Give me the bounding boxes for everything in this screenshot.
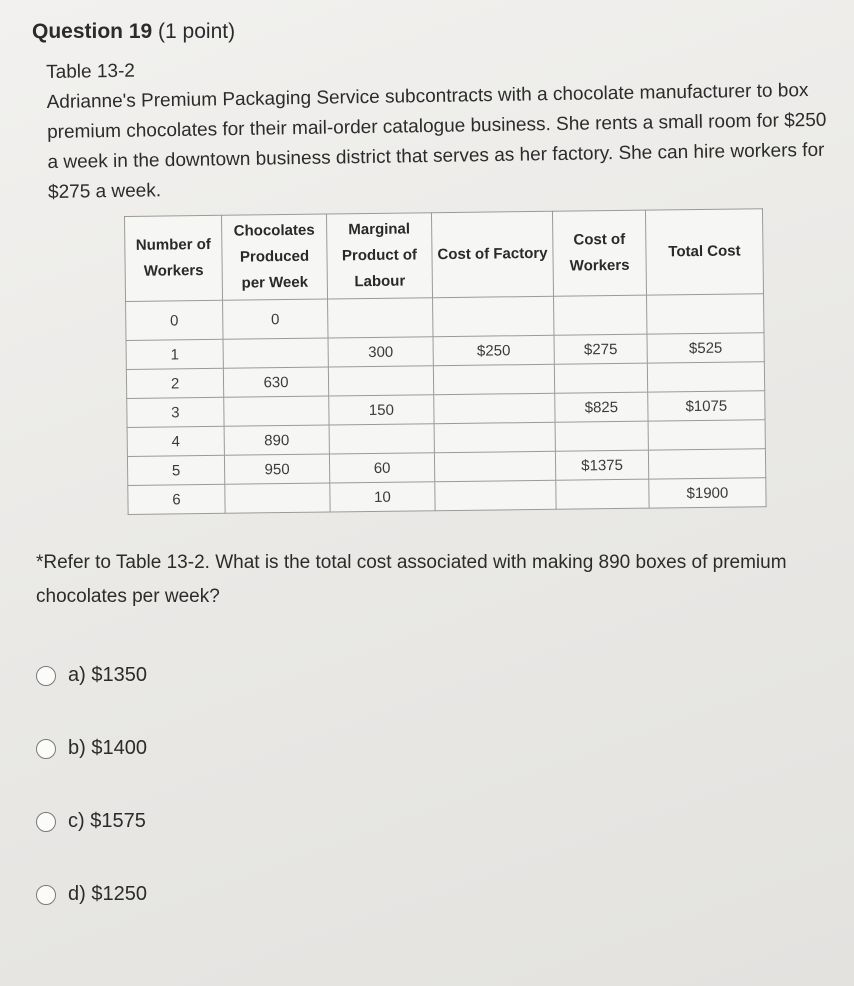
cell-total bbox=[647, 362, 764, 392]
cell-workers: 1 bbox=[126, 339, 223, 369]
cell-worker-cost: $1375 bbox=[555, 450, 648, 480]
cell-workers: 0 bbox=[126, 300, 223, 340]
option-label: d) $1250 bbox=[68, 883, 147, 905]
cell-marginal bbox=[328, 366, 433, 396]
option-c[interactable] bbox=[36, 810, 147, 833]
cell-chocolates: 950 bbox=[224, 454, 329, 484]
question-number: Question 19 bbox=[32, 20, 153, 43]
radio-button[interactable] bbox=[36, 739, 56, 759]
cell-worker-cost bbox=[554, 295, 647, 335]
option-label: a) $1350 bbox=[68, 664, 147, 686]
cell-marginal bbox=[328, 298, 433, 338]
scenario-text: Adrianne's Premium Packaging Service subcontracts with a chocolate manufacturer to box premium chocolates for their mail-order catalogue business. She rents a small room for $250 a week in the downtown business district that serves as her factory. She can hire workers for $275 a week. bbox=[46, 80, 827, 203]
cell-marginal: 150 bbox=[329, 395, 434, 425]
cell-worker-cost bbox=[555, 421, 648, 451]
cell-chocolates bbox=[223, 338, 328, 368]
radio-button[interactable] bbox=[36, 885, 56, 905]
cell-chocolates: 630 bbox=[223, 367, 328, 397]
question-points: (1 point) bbox=[158, 20, 236, 43]
cell-factory bbox=[433, 296, 554, 336]
header-total: Total Cost bbox=[645, 209, 763, 295]
cell-factory bbox=[433, 364, 554, 394]
radio-button[interactable] bbox=[36, 812, 56, 832]
header-worker-cost: Cost of Workers bbox=[552, 210, 646, 296]
option-b[interactable] bbox=[36, 737, 147, 760]
cell-chocolates bbox=[224, 396, 329, 426]
cost-table bbox=[124, 208, 767, 515]
cell-total bbox=[648, 420, 765, 450]
question-title bbox=[32, 20, 235, 44]
cell-marginal: 60 bbox=[329, 453, 434, 483]
cell-marginal: 10 bbox=[330, 482, 435, 512]
cell-worker-cost bbox=[554, 363, 647, 393]
table-header-row bbox=[125, 209, 764, 302]
answer-options bbox=[36, 664, 147, 956]
cell-chocolates: 890 bbox=[224, 425, 329, 455]
cell-worker-cost bbox=[556, 479, 649, 509]
cell-total: $525 bbox=[647, 333, 764, 363]
cell-marginal bbox=[329, 424, 434, 454]
cell-total bbox=[648, 449, 765, 479]
radio-button[interactable] bbox=[36, 666, 56, 686]
header-marginal: Marginal Product of Labour bbox=[326, 213, 432, 299]
cell-total: $1900 bbox=[649, 478, 766, 508]
header-chocolates: Chocolates Produced per Week bbox=[221, 214, 327, 300]
header-factory: Cost of Factory bbox=[431, 211, 553, 297]
cell-workers: 2 bbox=[126, 368, 223, 398]
cell-factory: $250 bbox=[433, 335, 554, 365]
cell-chocolates: 0 bbox=[223, 299, 328, 339]
cell-total: $1075 bbox=[648, 391, 765, 421]
cell-chocolates bbox=[225, 483, 330, 513]
cell-worker-cost: $275 bbox=[554, 334, 647, 364]
cell-factory bbox=[434, 393, 555, 423]
table-label: Table 13-2 bbox=[46, 60, 136, 83]
cell-factory bbox=[434, 451, 555, 481]
cell-workers: 3 bbox=[127, 397, 224, 427]
cell-worker-cost: $825 bbox=[555, 392, 648, 422]
cell-factory bbox=[435, 480, 556, 510]
cell-total bbox=[647, 294, 764, 334]
cost-table-wrapper bbox=[124, 208, 767, 515]
option-label: b) $1400 bbox=[68, 737, 147, 759]
header-workers: Number of Workers bbox=[125, 215, 223, 301]
cell-factory bbox=[434, 422, 555, 452]
cell-workers: 4 bbox=[127, 426, 224, 456]
question-prompt: *Refer to Table 13-2. What is the total cost associated with making 890 boxes of premium chocolates per week? bbox=[36, 552, 787, 607]
option-a[interactable] bbox=[36, 664, 147, 687]
question-intro bbox=[46, 50, 838, 208]
option-d[interactable] bbox=[36, 883, 147, 906]
cell-workers: 6 bbox=[128, 484, 225, 514]
option-label: c) $1575 bbox=[68, 810, 146, 832]
cell-marginal: 300 bbox=[328, 337, 433, 367]
cell-workers: 5 bbox=[127, 455, 224, 485]
